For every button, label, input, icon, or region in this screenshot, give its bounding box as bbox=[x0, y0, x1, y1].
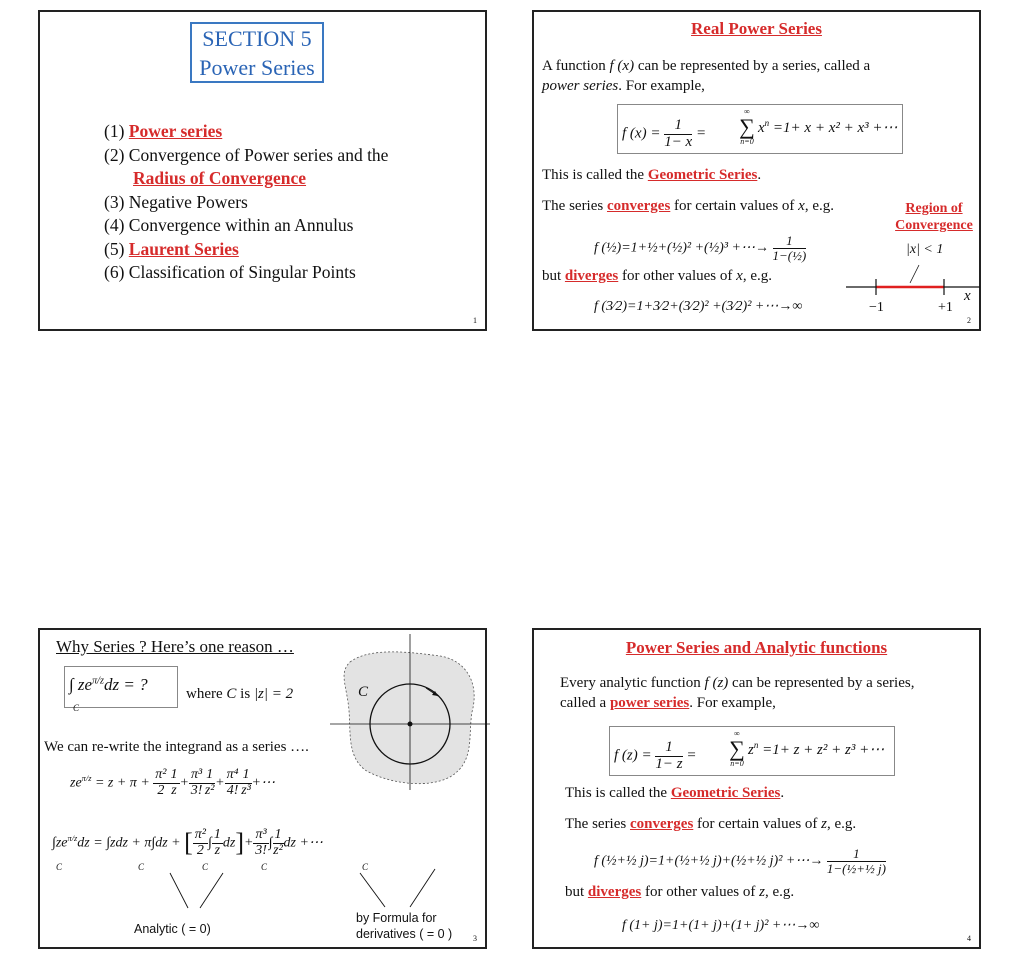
list-item: (5) Laurent Series bbox=[104, 238, 239, 259]
slide-title: Why Series ? Here’s one reason … bbox=[56, 637, 294, 656]
list-item: (6) Classification of Singular Points bbox=[104, 262, 356, 282]
axis-plus-label: +1 bbox=[938, 300, 953, 315]
slide-title: Real Power Series bbox=[691, 19, 822, 38]
intro-text: Every analytic function f (z) can be represented by a series, called a power series. For example, bbox=[560, 675, 915, 711]
list-item-link[interactable]: Laurent Series bbox=[128, 238, 239, 259]
list-item-link[interactable]: Radius of Convergence bbox=[133, 168, 307, 188]
contents-list bbox=[104, 120, 388, 285]
diverges-text: but diverges for other values of z, e.g. bbox=[565, 884, 795, 900]
list-item: (3) Negative Powers bbox=[104, 191, 248, 212]
where-text: where C is |z| = 2 bbox=[186, 686, 294, 702]
integral-box: ∫ $ze^{\pi/z}dz$ = ? C bbox=[64, 666, 178, 708]
converges-text: The series converges for certain values of z, e.g. bbox=[565, 816, 857, 832]
slide-4 bbox=[532, 628, 981, 949]
slide-1 bbox=[38, 10, 487, 331]
integral-expansion: $\int ze^{\pi/z}dz = \int zdz + \pi\int dz$ + [ $\frac{\text{π²}}{2}$ ∫ $\frac{1}{z}$ dz]+ $\frac{\text{π³}}{3!}$ ∫ $\frac{1}{\text{z²}}$ dz +⋯ bbox=[52, 827, 323, 858]
axis-x-label: x bbox=[964, 288, 971, 304]
list-item: (1) Power series bbox=[104, 121, 223, 141]
geometric-series-link[interactable]: Geometric Series bbox=[670, 785, 781, 801]
converges-text: The series converges for certain values of x, e.g. bbox=[542, 198, 834, 214]
slide-title: Power Series and Analytic functions bbox=[625, 638, 888, 657]
geometric-formula-box: f (x) = $\frac{1}{1- x}$ = ∞ ∑ n=0 $x^n =1+ x + x^2 + x^3$ +⋯ bbox=[617, 104, 903, 154]
list-item bbox=[104, 167, 388, 191]
page-number: 2 bbox=[967, 316, 971, 325]
list-item-link[interactable]: Power series bbox=[128, 121, 223, 141]
region-label: Region of Convergence bbox=[895, 201, 973, 233]
section-title-line2: Power Series bbox=[199, 55, 315, 80]
called-text: This is called the Geometric Series. bbox=[565, 785, 785, 801]
slide-2 bbox=[532, 10, 981, 331]
divergent-example: f (3⁄2)=1+3⁄2+(3⁄2)² +(3⁄2)² +⋯→∞ bbox=[594, 299, 803, 314]
page-number: 4 bbox=[967, 934, 971, 943]
region-condition: |x| < 1 bbox=[906, 242, 944, 257]
intro-text: A function f (x) can be represented by a series, called a power series. For example, bbox=[542, 58, 871, 94]
called-text: This is called the Geometric Series. bbox=[542, 167, 762, 183]
analytic-note: Analytic ( = 0) bbox=[134, 922, 211, 936]
divergent-example: f (1+ j)=1+(1+ j)+(1+ j)² +⋯→∞ bbox=[622, 918, 820, 933]
convergent-example: f (½+½ j)=1+(½+½ j)+(½+½ j)² +⋯→ $\frac{1}{\text{1−(½+½ j)}}$ bbox=[594, 846, 886, 876]
diverges-link[interactable]: diverges bbox=[564, 268, 619, 284]
contour-label: C bbox=[358, 684, 369, 700]
section-title-line1: SECTION 5 bbox=[202, 26, 312, 51]
diverges-link[interactable]: diverges bbox=[587, 884, 642, 900]
contour-diagram bbox=[340, 642, 490, 792]
diverges-text: but diverges for other values of x, e.g. bbox=[542, 268, 772, 284]
geometric-formula-box: f (z) = $\frac{1}{1- z}$ = ∞ ∑ n=0 $z^n =1+ z + z^2 + z^3$ +⋯ bbox=[609, 726, 895, 776]
slide-3: Why Series ? Here’s one reason … ∫ $ze^{\pi/z}dz$ = ? C where C is |z| = 2 C We can re-write the integrand as a series …. $ze^{\pi/z} = z + \pi$ + $\frac{\text{π²}}{2}$ $\frac{1}{z}$ + $\frac{\text{π³}}{3!}$ $\frac{1}{\text{z²}}$ + $\frac{\text{π⁴}}{4!}$ $\frac{1}{\text{z³}}$ +⋯ $\int ze^{\pi/z}dz = \int zdz + \pi\int dz$ + [ $\frac{\text{π²}}{2}$ ∫ $\frac{1}{z}$ dz]+ $\frac{\text{π³}}{3!}$ ∫ $\frac{1}{\text{z²}}$ dz +⋯ C C C C C Analytic ( = 0) by Formula for derivatives ( = 0 ) 3 bbox=[38, 628, 487, 949]
formula-note: by Formula for derivatives ( = 0 ) bbox=[356, 911, 453, 941]
series-expansion: $ze^{\pi/z} = z + \pi$ + $\frac{\text{π²}}{2}$ $\frac{1}{z}$ + $\frac{\text{π³}}{3!}$ $\frac{1}{\text{z²}}$ + $\frac{\text{π⁴}}{4!}$ $\frac{1}{\text{z³}}$ +⋯ bbox=[70, 767, 275, 798]
convergent-example: f (½)=1+½+(½)² +(½)³ +⋯→ $\frac{1}{\text{1−(½)}}$ bbox=[594, 233, 807, 263]
converges-link[interactable]: converges bbox=[606, 198, 671, 214]
list-item: (4) Convergence within an Annulus bbox=[104, 215, 354, 235]
axis-minus-label: −1 bbox=[869, 300, 884, 315]
list-item: (2) Convergence of Power series and the bbox=[104, 144, 389, 165]
number-line bbox=[844, 270, 984, 320]
geometric-series-link[interactable]: Geometric Series bbox=[647, 167, 758, 183]
power-series-link[interactable]: power series bbox=[609, 695, 690, 711]
page-number: 1 bbox=[473, 316, 477, 325]
rewrite-text: We can re-write the integrand as a series …. bbox=[44, 739, 309, 755]
section-title-box bbox=[190, 22, 324, 83]
converges-link[interactable]: converges bbox=[629, 816, 694, 832]
page-number: 3 bbox=[473, 934, 477, 943]
